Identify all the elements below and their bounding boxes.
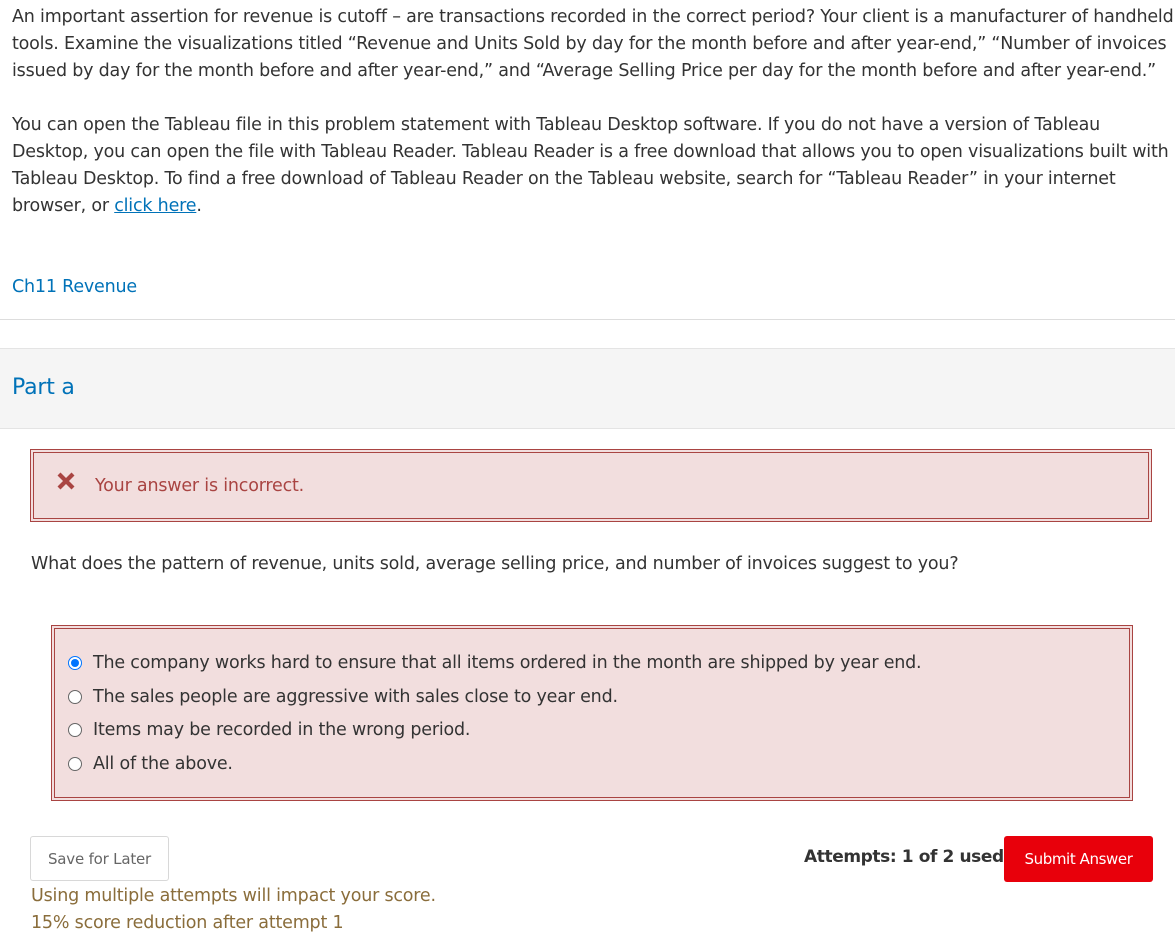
choice-option-2[interactable] — [68, 684, 618, 710]
tableau-file-link[interactable]: Ch11 Revenue — [12, 277, 137, 297]
problem-statement — [12, 4, 1175, 220]
warning-line-1: Using multiple attempts will impact your score. — [31, 886, 436, 906]
part-title: Part a — [12, 375, 75, 400]
section-divider — [0, 319, 1175, 320]
question-text: What does the pattern of revenue, units sold, average selling price, and number of invoices suggest to you? — [31, 554, 959, 574]
click-here-link[interactable]: click here — [114, 196, 197, 216]
warning-line-2: 15% score reduction after attempt 1 — [31, 913, 344, 933]
submit-answer-button[interactable]: Submit Answer — [1004, 836, 1153, 882]
choice-label: The company works hard to ensure that all items ordered in the month are shipped by year end. — [93, 653, 922, 673]
choice-option-3[interactable] — [68, 717, 470, 743]
radio-icon[interactable] — [68, 723, 82, 737]
radio-selected-icon[interactable] — [68, 656, 82, 670]
choice-label: Items may be recorded in the wrong period. — [93, 720, 471, 740]
save-for-later-button[interactable]: Save for Later — [30, 836, 169, 881]
intro-paragraph-2-text: You can open the Tableau file in this problem statement with Tableau Desktop software. If you do not have a version of Tableau Desktop, you can open the file with Tableau Reader. Tableau Reader is a free download that allows you to open visualizations built with Tableau Desktop. To find a free download of Tableau Reader on the Tableau website, search for “Tableau Reader” in your internet browser, or — [12, 115, 1169, 216]
feedback-message: Your answer is incorrect. — [95, 476, 305, 496]
radio-icon[interactable] — [68, 757, 82, 771]
answer-choices — [51, 625, 1133, 801]
intro-paragraph-2-end: . — [196, 196, 202, 216]
choice-label: All of the above. — [93, 754, 233, 774]
attempts-counter: Attempts: 1 of 2 used — [804, 847, 1004, 867]
x-icon — [55, 470, 77, 492]
choice-option-4[interactable] — [68, 751, 233, 777]
incorrect-feedback-banner — [30, 449, 1152, 522]
intro-paragraph-1: An important assertion for revenue is cutoff – are transactions recorded in the correct period? Your client is a manufacturer of handheld tools. Examine the visualizations titled “Revenue and Units Sold by day for the month before and after year-end,” “Number of invoices issued by day for the month before and after year-end,” and “Average Selling Price per day for the month before and after year-end.” — [12, 7, 1174, 81]
part-header — [0, 348, 1175, 429]
radio-icon[interactable] — [68, 690, 82, 704]
choice-option-1[interactable] — [68, 650, 921, 676]
intro-paragraph-2 — [12, 112, 1175, 220]
choice-label: The sales people are aggressive with sales close to year end. — [93, 687, 618, 707]
attempts-warning — [31, 883, 436, 937]
